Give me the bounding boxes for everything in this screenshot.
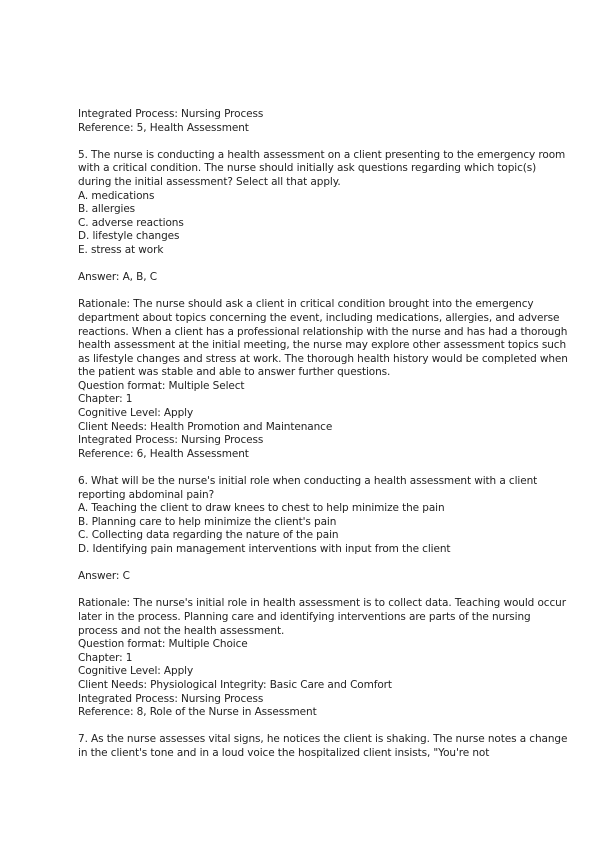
question-6-rationale-section [78,597,570,719]
question-7 [78,733,570,760]
question-6-rationale: Rationale: The nurse's initial role in health assessment is to collect data. Teaching would occur later in the process. Planning care and identifying interventions are parts of the nursing process and not the health assessment. [78,597,566,637]
question-5-option-b: B. allergies [78,203,136,216]
meta-line-chapter: Chapter: 1 [78,651,133,664]
meta-line-chapter: Chapter: 1 [78,393,133,406]
question-5-option-a: A. medications [78,189,155,202]
meta-line-integrated-process: Integrated Process: Nursing Process [78,108,264,120]
question-6-stem: 6. What will be the nurse's initial role when conducting a health assessment with a client reporting abdominal pain? [78,475,538,501]
question-6 [78,475,570,557]
meta-line-cognitive-level: Cognitive Level: Apply [78,665,194,678]
question-5-option-d: D. lifestyle changes [78,230,180,243]
question-6-answer [78,570,570,584]
page-content [78,108,570,774]
question-6-option-b: B. Planning care to help minimize the client's pain [78,515,337,528]
meta-line-question-format: Question format: Multiple Choice [78,638,248,651]
question-5-option-c: C. adverse reactions [78,216,184,229]
meta-line-integrated-process: Integrated Process: Nursing Process [78,692,264,705]
meta-line-reference: Reference: 6, Health Assessment [78,447,249,460]
question-5-rationale: Rationale: The nurse should ask a client in critical condition brought into the emergency department about topics concerning the event, including medications, allergies, and adverse reactions. When a client has a professional relationship with the nurse and has had a thorough health assessment at the initial meeting, the nurse may explore other assessment topics such as lifestyle changes and stress at work. The thorough health history would be completed when the patient was stable and able to answer further questions. [78,298,568,379]
meta-line-client-needs: Client Needs: Physiological Integrity: Basic Care and Comfort [78,678,392,691]
question-metadata-header [78,108,570,135]
question-6-option-a: A. Teaching the client to draw knees to chest to help minimize the pain [78,502,445,515]
question-7-stem-partial: 7. As the nurse assesses vital signs, he notices the client is shaking. The nurse notes a change in the client's tone and in a loud voice the hospitalized client insists, "You're not [78,733,568,759]
meta-line-reference: Reference: 5, Health Assessment [78,121,249,134]
meta-line-question-format: Question format: Multiple Select [78,379,245,392]
question-6-option-c: C. Collecting data regarding the nature of the pain [78,529,339,542]
question-5-rationale-section [78,298,570,461]
meta-line-cognitive-level: Cognitive Level: Apply [78,407,194,420]
question-5-option-e: E. stress at work [78,243,164,256]
meta-line-integrated-process: Integrated Process: Nursing Process [78,434,264,447]
answer-line: Answer: C [78,570,130,583]
meta-line-reference: Reference: 8, Role of the Nurse in Assessment [78,706,317,719]
answer-line: Answer: A, B, C [78,271,157,284]
meta-line-client-needs: Client Needs: Health Promotion and Maintenance [78,420,333,433]
question-5-answer [78,271,570,285]
question-5 [78,149,570,258]
question-5-stem: 5. The nurse is conducting a health assessment on a client presenting to the emergency room with a critical condition. The nurse should initially ask questions regarding which topic(s) during the initial assessment? Select all that apply. [78,148,566,188]
question-6-option-d: D. Identifying pain management interventions with input from the client [78,543,451,555]
